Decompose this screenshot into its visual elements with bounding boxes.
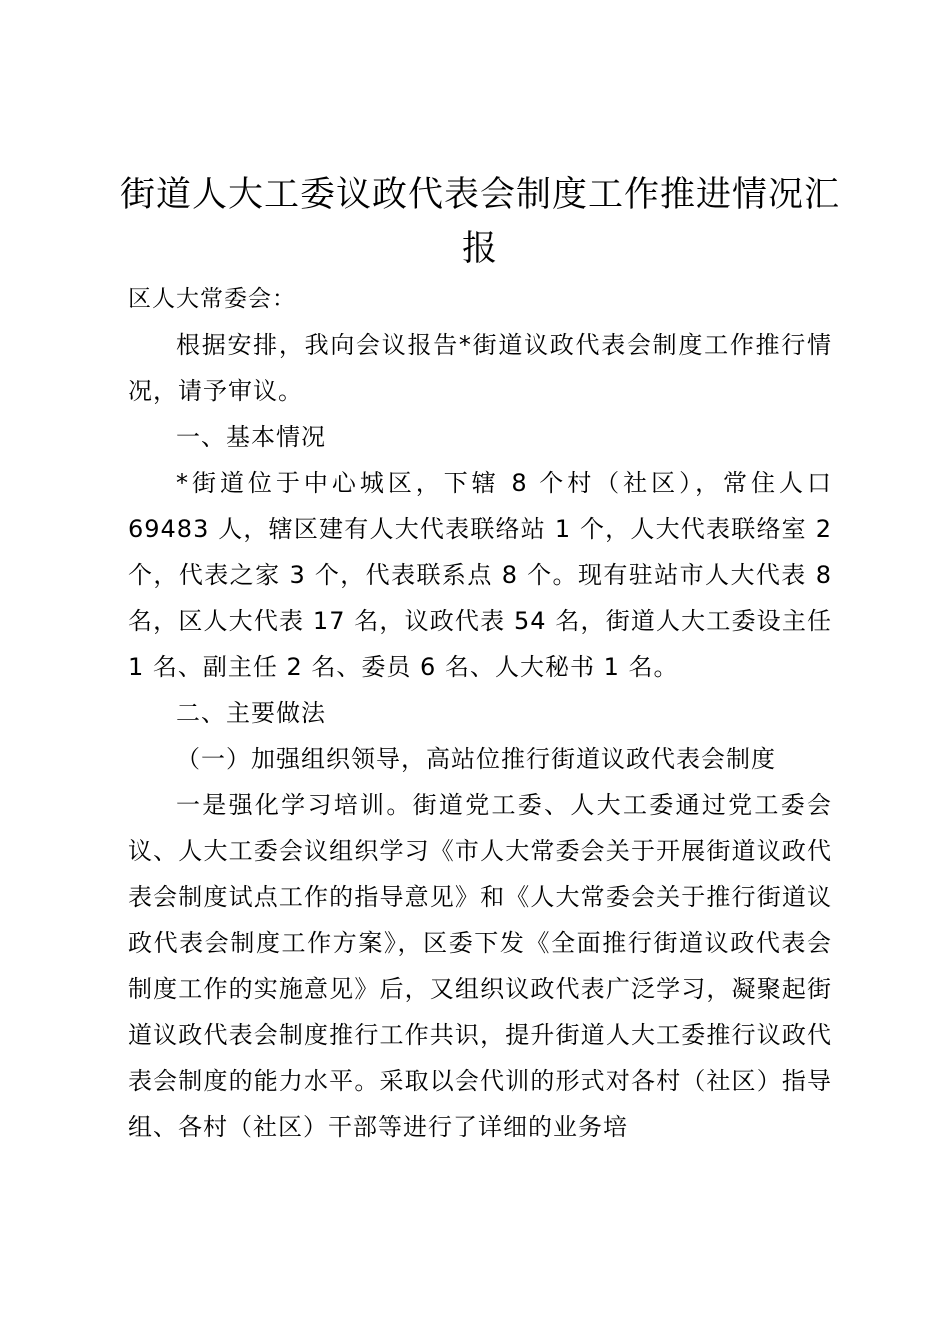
paragraph-intro: 根据安排，我向会议报告*街道议政代表会制度工作推行情况，请予审议。: [128, 331, 832, 405]
subsection-heading-leadership: （一）加强组织领导，高站位推行街道议政代表会制度: [176, 745, 776, 773]
section-heading-methods: 二、主要做法: [176, 699, 326, 727]
section-heading-basic: 一、基本情况: [176, 423, 326, 451]
paragraph-training: 一是强化学习培训。街道党工委、人大工委通过党工委会议、人大工委会议组织学习《市人大常委会关于开展街道议政代表会制度试点工作的指导意见》和《人大常委会关于推行街道议政代表会制度工作方案》，区委下发《全面推行街道议政代表会制度工作的实施意见》后，又组织议政代表广泛学习，凝聚起街道议政代表会制度推行工作共识，提升街道人大工委推行议政代表会制度的能力水平。采取以会代训的形式对各村（社区）指导组、各村（社区）干部等进行了详细的业务培: [128, 791, 832, 1141]
salutation: 区人大常委会：: [128, 286, 296, 312]
paragraph-basic-situation: *街道位于中心城区，下辖 8 个村（社区），常住人口69483 人，辖区建有人大代表联络站 1 个，人大代表联络室 2 个，代表之家 3 个，代表联系点 8 个。现有驻站市人大代表 8 名，区人大代表 17 名，议政代表 54 名，街道人大工委设主任 1 名、副主任 2 名、委员 6 名、人大秘书 1 名。: [128, 469, 832, 681]
document-body: [128, 322, 832, 1150]
document-title: 街道人大工委议政代表会制度工作推进情况汇报: [120, 175, 841, 269]
